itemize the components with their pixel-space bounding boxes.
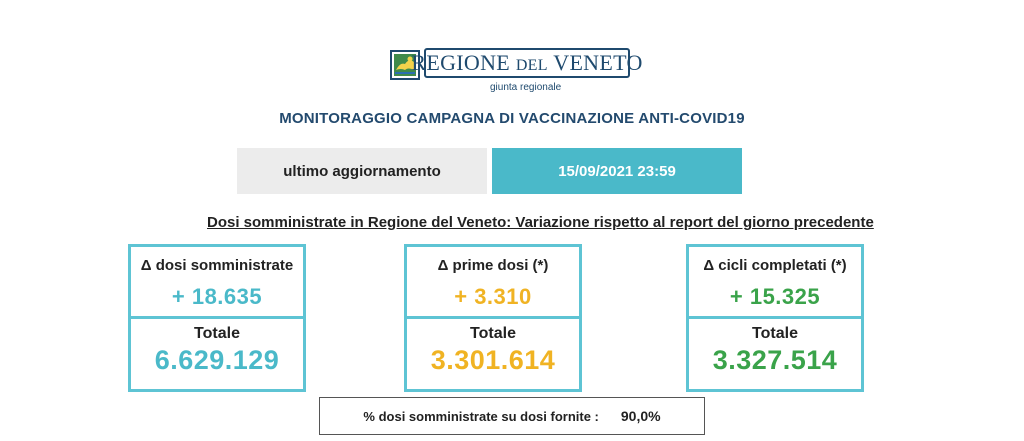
card-delta-value: + 3.310 (454, 284, 532, 309)
doses-ratio-box (319, 397, 705, 435)
last-update-value: 15/09/2021 23:59 (492, 148, 742, 194)
logo-subtitle: giunta regionale (490, 82, 562, 93)
card-total-value: 3.301.614 (430, 345, 556, 375)
card-doses-administered (128, 244, 306, 392)
card-delta-section (131, 247, 303, 319)
card-delta-section (689, 247, 861, 319)
logo-title-frame (411, 48, 643, 78)
card-label: Δ cicli completati (*) (703, 257, 847, 274)
card-total-section (407, 319, 579, 376)
last-update-label: ultimo aggiornamento (237, 148, 487, 194)
card-label: Δ dosi somministrate (140, 257, 294, 274)
card-first-doses (404, 244, 582, 392)
card-total-label: Totale (194, 325, 240, 342)
card-delta-section (407, 247, 579, 319)
ratio-value: 90,0% (620, 408, 661, 424)
logo-title-regione: REGIONE (411, 50, 511, 75)
card-total-label: Totale (470, 325, 516, 342)
logo-title-veneto: VENETO (553, 50, 643, 75)
card-total-value: 6.629.129 (154, 345, 280, 375)
page-title: MONITORAGGIO CAMPAGNA DI VACCINAZIONE ANTI-COVID19 (279, 110, 745, 127)
card-total-value: 3.327.514 (712, 345, 838, 375)
card-total-section (689, 319, 861, 376)
section-heading: Dosi somministrate in Regione del Veneto: Variazione rispetto al report del giorno precedente (207, 214, 874, 231)
logo-title-del: DEL (515, 57, 548, 74)
card-delta-value: + 18.635 (171, 284, 263, 309)
card-total-label: Totale (752, 325, 798, 342)
logo-title (411, 52, 642, 74)
card-label: Δ prime dosi (*) (437, 257, 549, 274)
card-completed-cycles (686, 244, 864, 392)
card-total-section (131, 319, 303, 376)
region-logo (390, 48, 643, 96)
card-delta-value: + 15.325 (729, 284, 821, 309)
ratio-label: % dosi somministrate su dosi fornite : (363, 408, 599, 424)
